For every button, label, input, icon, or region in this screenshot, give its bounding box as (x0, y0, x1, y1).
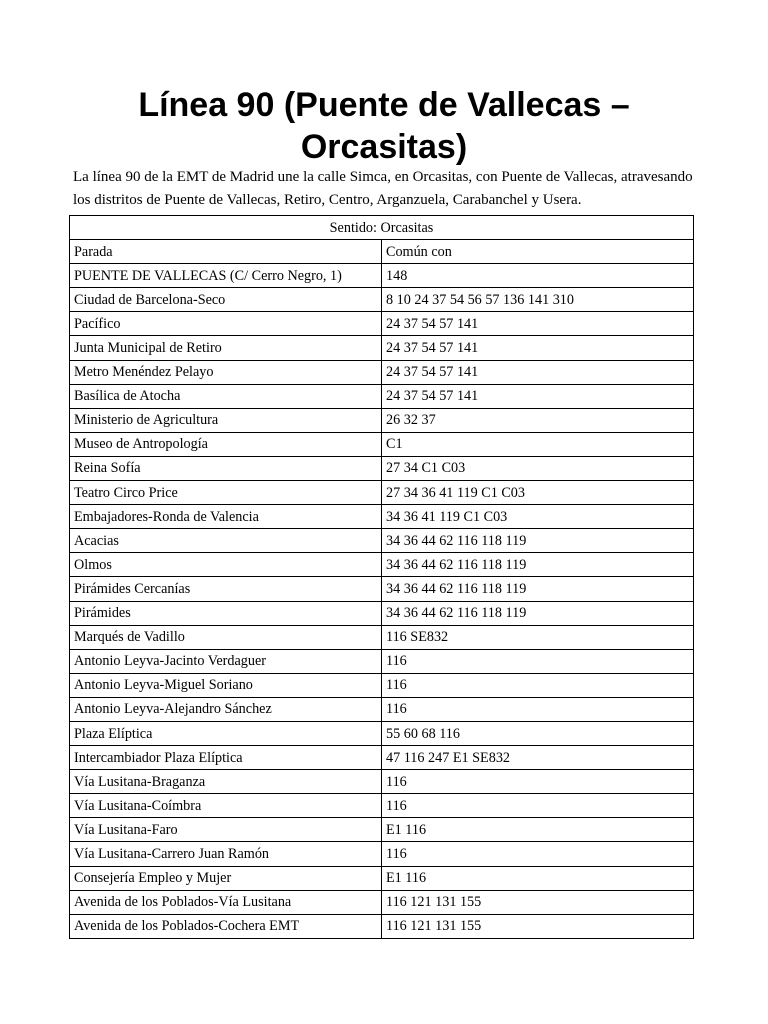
table-row (70, 770, 694, 794)
shared-lines-cell: E1 116 (382, 866, 694, 890)
shared-lines-cell: 8 10 24 37 54 56 57 136 141 310 (382, 288, 694, 312)
table-row (70, 432, 694, 456)
shared-lines-cell: 27 34 36 41 119 C1 C03 (382, 481, 694, 505)
table-row (70, 625, 694, 649)
stop-name-cell: Intercambiador Plaza Elíptica (70, 746, 382, 770)
stop-name-cell: Pirámides Cercanías (70, 577, 382, 601)
stop-name-cell: Pacífico (70, 312, 382, 336)
shared-lines-cell: 27 34 C1 C03 (382, 456, 694, 480)
shared-lines-cell: 26 32 37 (382, 408, 694, 432)
shared-lines-cell: 47 116 247 E1 SE832 (382, 746, 694, 770)
table-caption-row (70, 216, 694, 240)
table-row (70, 697, 694, 721)
table-row (70, 914, 694, 938)
stop-name-cell: Metro Menéndez Pelayo (70, 360, 382, 384)
table-row (70, 505, 694, 529)
table-row (70, 794, 694, 818)
stop-name-cell: Junta Municipal de Retiro (70, 336, 382, 360)
stop-name-cell: Avenida de los Poblados-Cochera EMT (70, 914, 382, 938)
table-row (70, 312, 694, 336)
stops-table (69, 215, 694, 939)
stop-name-cell: Vía Lusitana-Coímbra (70, 794, 382, 818)
stop-name-cell: Antonio Leyva-Jacinto Verdaguer (70, 649, 382, 673)
stop-name-cell: Plaza Elíptica (70, 721, 382, 745)
shared-lines-cell: 34 36 41 119 C1 C03 (382, 505, 694, 529)
shared-lines-cell: 55 60 68 116 (382, 721, 694, 745)
shared-lines-cell: 24 37 54 57 141 (382, 336, 694, 360)
shared-lines-cell: 116 (382, 842, 694, 866)
stops-table-body (70, 216, 694, 939)
shared-lines-cell: 116 (382, 697, 694, 721)
table-row (70, 866, 694, 890)
table-row (70, 721, 694, 745)
shared-lines-cell: 116 (382, 673, 694, 697)
shared-lines-cell: 34 36 44 62 116 118 119 (382, 601, 694, 625)
shared-lines-cell: 24 37 54 57 141 (382, 384, 694, 408)
table-row (70, 456, 694, 480)
shared-lines-cell: 34 36 44 62 116 118 119 (382, 577, 694, 601)
header-comun-con: Común con (382, 240, 694, 264)
stop-name-cell: Basílica de Atocha (70, 384, 382, 408)
table-row (70, 264, 694, 288)
stop-name-cell: Teatro Circo Price (70, 481, 382, 505)
stop-name-cell: Avenida de los Poblados-Vía Lusitana (70, 890, 382, 914)
table-row (70, 529, 694, 553)
table-row (70, 288, 694, 312)
shared-lines-cell: 148 (382, 264, 694, 288)
shared-lines-cell: 24 37 54 57 141 (382, 312, 694, 336)
shared-lines-cell: C1 (382, 432, 694, 456)
shared-lines-cell: 116 (382, 794, 694, 818)
shared-lines-cell: 116 SE832 (382, 625, 694, 649)
stop-name-cell: Antonio Leyva-Miguel Soriano (70, 673, 382, 697)
table-row (70, 601, 694, 625)
stop-name-cell: Consejería Empleo y Mujer (70, 866, 382, 890)
table-header-row (70, 240, 694, 264)
table-caption: Sentido: Orcasitas (70, 216, 694, 240)
table-row (70, 746, 694, 770)
stop-name-cell: Vía Lusitana-Carrero Juan Ramón (70, 842, 382, 866)
shared-lines-cell: 116 121 131 155 (382, 890, 694, 914)
stop-name-cell: Acacias (70, 529, 382, 553)
table-row (70, 336, 694, 360)
intro-paragraph: La línea 90 de la EMT de Madrid une la calle Simca, en Orcasitas, con Puente de Vallecas, atravesando los distritos de Puente de Vallecas, Retiro, Centro, Arganzuela, Carabanchel y Usera. (73, 169, 693, 208)
stop-name-cell: Pirámides (70, 601, 382, 625)
table-row (70, 818, 694, 842)
stop-name-cell: Reina Sofía (70, 456, 382, 480)
table-row (70, 384, 694, 408)
table-row (70, 649, 694, 673)
stop-name-cell: Marqués de Vadillo (70, 625, 382, 649)
shared-lines-cell: 24 37 54 57 141 (382, 360, 694, 384)
stop-name-cell: Antonio Leyva-Alejandro Sánchez (70, 697, 382, 721)
stop-name-cell: Vía Lusitana-Faro (70, 818, 382, 842)
stop-name-cell: Museo de Antropología (70, 432, 382, 456)
table-row (70, 481, 694, 505)
shared-lines-cell: 116 121 131 155 (382, 914, 694, 938)
table-row (70, 553, 694, 577)
page-title: Línea 90 (Puente de Vallecas – Orcasitas) (138, 86, 630, 166)
shared-lines-cell: 34 36 44 62 116 118 119 (382, 529, 694, 553)
table-row (70, 842, 694, 866)
stop-name-cell: Ministerio de Agricultura (70, 408, 382, 432)
table-row (70, 408, 694, 432)
table-row (70, 360, 694, 384)
header-parada: Parada (70, 240, 382, 264)
stop-name-cell: Embajadores-Ronda de Valencia (70, 505, 382, 529)
table-row (70, 890, 694, 914)
shared-lines-cell: 34 36 44 62 116 118 119 (382, 553, 694, 577)
table-row (70, 577, 694, 601)
stop-name-cell: Ciudad de Barcelona-Seco (70, 288, 382, 312)
stop-name-cell: Vía Lusitana-Braganza (70, 770, 382, 794)
shared-lines-cell: 116 (382, 770, 694, 794)
shared-lines-cell: 116 (382, 649, 694, 673)
shared-lines-cell: E1 116 (382, 818, 694, 842)
table-row (70, 673, 694, 697)
stop-name-cell: PUENTE DE VALLECAS (C/ Cerro Negro, 1) (70, 264, 382, 288)
stop-name-cell: Olmos (70, 553, 382, 577)
